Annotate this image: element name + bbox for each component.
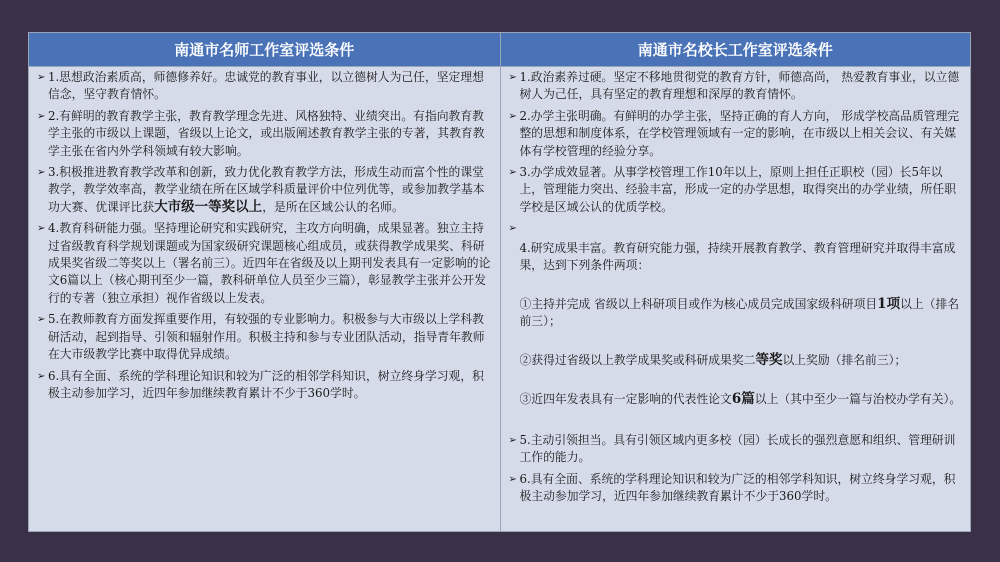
bullet-arrow-icon: ➢ — [508, 72, 517, 83]
list-item: ➢ 1.思想政治素质高，师德修养好。忠诚党的教育事业，以立德树人为己任，坚定理想信念，坚守教育情怀。 — [37, 69, 494, 104]
bullet-arrow-icon: ➢ — [508, 110, 517, 122]
list-item: ➢ 6.具有全面、系统的学科理论知识和较为广泛的相邻学科知识，树立终身学习观，积极主动参加学习，近四年参加继续教育累计不少于360学时。 — [37, 368, 494, 403]
list-item: ➢ 3.办学成效显著。从事学校管理工作10年以上，原则上担任正职校（园）长5年以上，管理能力突出、经验丰富，形成一定的办学思想，取得突出的办学业绩，所任职学校是区域公认的优质学校。 — [509, 164, 965, 216]
list-item: ➢ 3.积极推进教育教学改革和创新，致力优化教育教学方法，形成生动而富个性的课堂教学，教学效率高，教学业绩在所在区域学科质量评价中位列优等，或参加教学基本功大赛、优课评比获大市级一等奖以上，是所在区域公认的名师。 — [37, 165, 485, 215]
bullet-arrow-icon: ➢ — [508, 473, 517, 485]
list-item: ➢ 4.教育科研能力强。坚持理论研究和实践研究，主攻方向明确，成果显著。独立主持过省级教育科学规划课题或为国家级研究课题核心组成员，或获得教学成果奖、科研成果奖省级二等奖以上（署名前三）。近四年在省级及以上期刊发表具有一定影响的论文6篇以上（核心期刊至少一篇，教科研单位人员至少三篇），彰显教学主张并公开发行的专著（独立承担）视作省级以上发表。 — [37, 220, 494, 307]
list-item: ➢ 2.办学主张明确。有鲜明的办学主张，坚持正确的育人方向， 形成学校高品质管理完整的思想和制度体系，在学校管理领域有一定的影响，在市级以上相关会议、有关媒体有学校管理的经验分享。 — [509, 108, 965, 160]
list-item: ➢ 2.有鲜明的教育教学主张，教育教学理念先进、风格独特、业绩突出。有指向教育教学主张的市级以上课题，省级以上论文，或出版阐述教育教学主张的专著，其教育教学主张在省内外学科领域有较大影响。 — [37, 108, 494, 160]
teacher-criteria-title: 南通市名师工作室评选条件 — [29, 33, 500, 67]
highlight-award: 大市级一等奖以上 — [154, 198, 263, 215]
principal-criteria-list — [501, 67, 971, 531]
bullet-arrow-icon: ➢ — [37, 72, 46, 83]
list-item: ➢ 4.研究成果丰富。教育研究能力强，持续开展教育教学、教育管理研究并取得丰富成果，达到下列条件两项： ①主持并完成 省级以上科研项目或作为核心成员完成国家级科研项目1项以上（排名前三）； ②获得过省级以上教学成果奖或科研成果奖二等奖以上奖励（排名前三）； ③近四年发表具有一定影响的代表性论文6篇以上（其中至少一篇与治校办学有关）。 — [509, 220, 965, 427]
bullet-arrow-icon: ➢ — [37, 167, 46, 179]
bullet-arrow-icon: ➢ — [37, 314, 46, 326]
bullet-arrow-icon: ➢ — [508, 223, 517, 235]
list-item: ➢ 1.政治素养过硬。坚定不移地贯彻党的教育方针，师德高尚， 热爱教育事业，以立德树人为己任，具有坚定的教育理想和深厚的教育情怀。 — [509, 69, 965, 104]
principal-criteria-column — [500, 33, 971, 531]
bullet-arrow-icon: ➢ — [37, 370, 46, 382]
bullet-arrow-icon: ➢ — [37, 223, 46, 235]
list-item: ➢ 5.主动引领担当。具有引领区域内更多校（园）长成长的强烈意愿和组织、管理研训工作的能力。 — [509, 432, 965, 467]
bullet-arrow-icon: ➢ — [508, 167, 517, 179]
bullet-arrow-icon: ➢ — [508, 434, 517, 446]
teacher-criteria-column — [29, 33, 500, 531]
list-item: ➢ 5.在教师教育方面发挥重要作用，有较强的专业影响力。积极参与大市级以上学科教研活动，起到指导、引领和辐射作用。积极主持和参与专业团队活动，指导青年教师在大市级教学比赛中取得优异成绩。 — [37, 311, 494, 363]
bullet-arrow-icon: ➢ — [37, 110, 46, 122]
list-item: ➢ 6.具有全面、系统的学科理论知识和较为广泛的相邻学科知识，树立终身学习观，积极主动参加学习，近四年参加继续教育累计不少于360学时。 — [509, 471, 965, 506]
teacher-criteria-list — [29, 67, 500, 531]
principal-criteria-title: 南通市名校长工作室评选条件 — [501, 33, 971, 67]
criteria-table — [28, 32, 971, 532]
